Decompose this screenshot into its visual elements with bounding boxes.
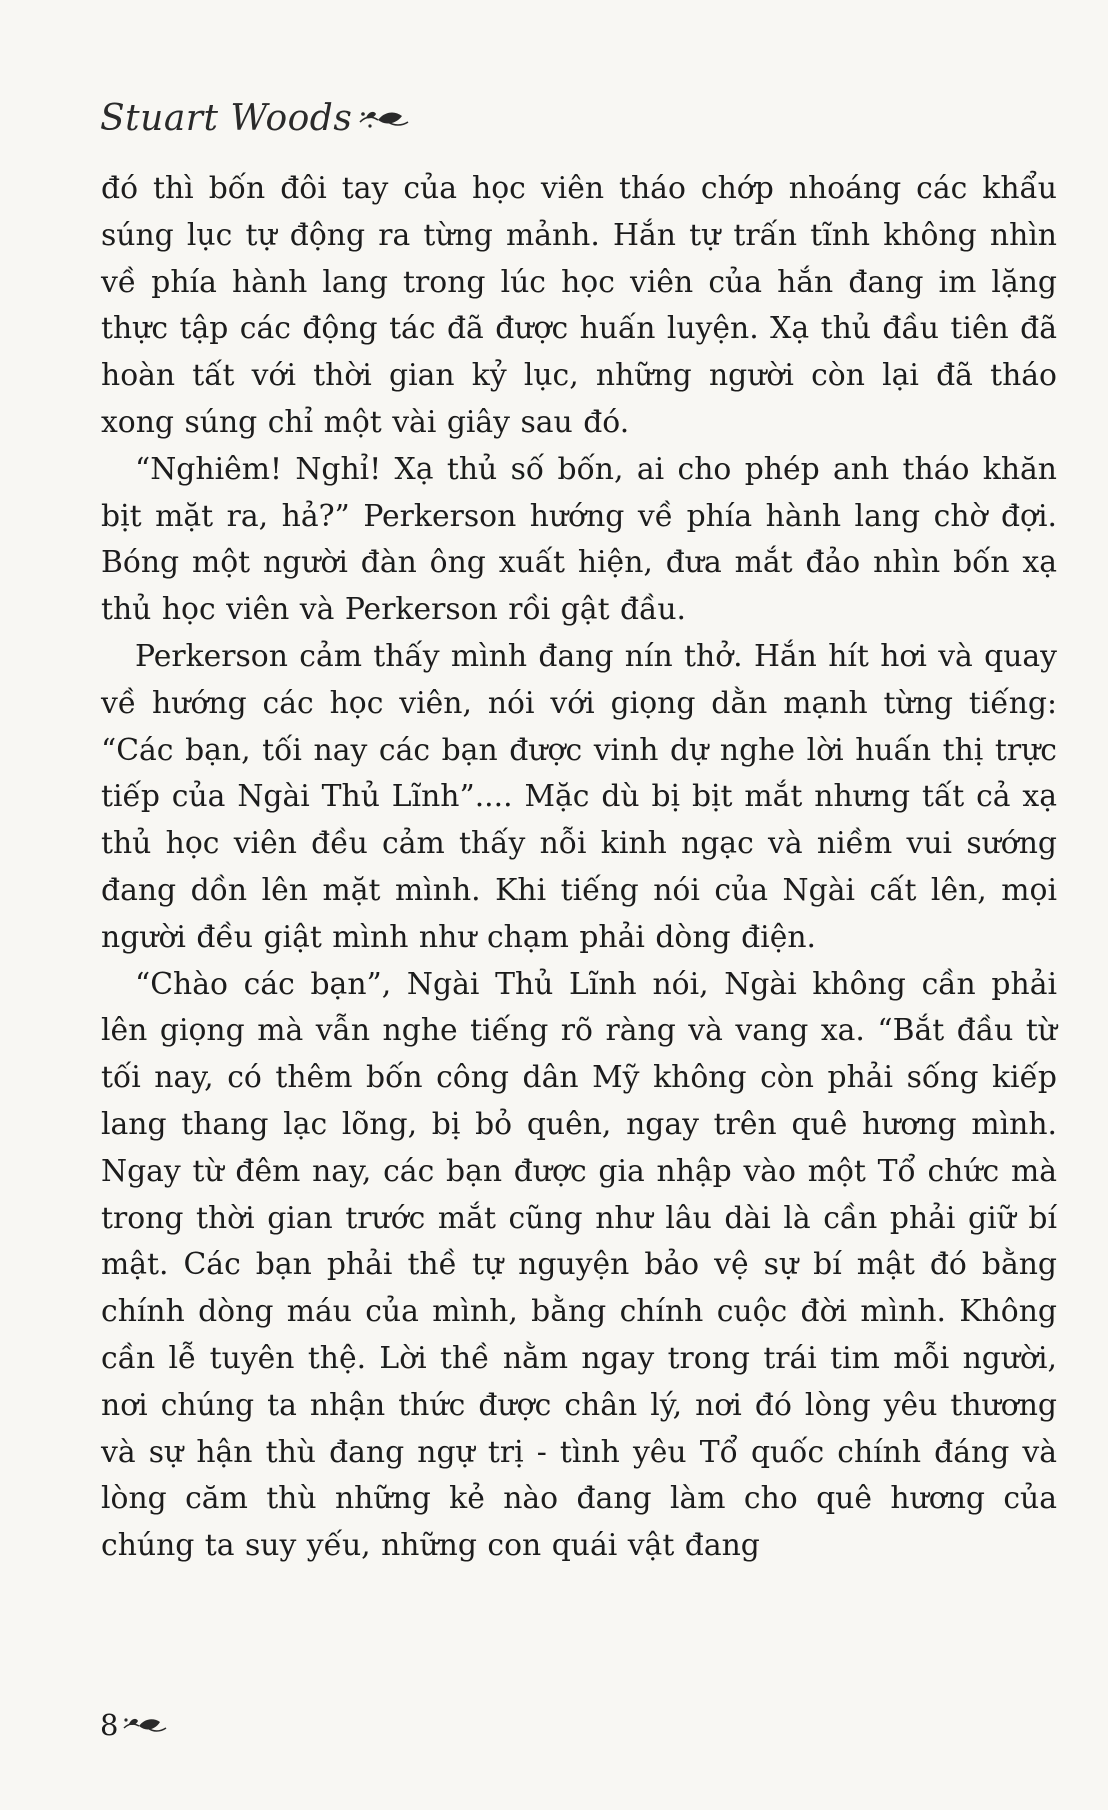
paragraph-3: Perkerson cảm thấy mình đang nín thở. Hắn hít hơi và quay về hướng các học viên, nói với giọng dằn mạnh từng tiếng: “Các bạn, tối nay các bạn được vinh dự nghe lời huấn thị trực tiếp của Ngài Thủ Lĩnh”.... Mặc dù bị bịt mắt nhưng tất cả xạ thủ học viên đều cảm thấy nỗi kinh ngạc và niềm vui sướng đang dồn lên mặt mình. Khi tiếng nói của Ngài cất lên, mọi người đều giật mình như chạm phải dòng điện. [101,638,1057,955]
body-text [101,166,1057,1570]
paragraph-4: “Chào các bạn”, Ngài Thủ Lĩnh nói, Ngài không cần phải lên giọng mà vẫn nghe tiếng rõ ràng và vang xa. “Bắt đầu từ tối nay, có thêm bốn công dân Mỹ không còn phải sống kiếp lang thang lạc lõng, bị bỏ quên, ngay trên quê hương mình. Ngay từ đêm nay, các bạn được gia nhập vào một Tổ chức mà trong thời gian trước mắt cũng như lâu dài là cần phải giữ bí mật. Các bạn phải thề tự nguyện bảo vệ sự bí mật đó bằng chính dòng máu của mình, bằng chính cuộc đời mình. Không cần lễ tuyên thệ. Lời thề nằm ngay trong trái tim mỗi người, nơi chúng ta nhận thức được chân lý, nơi đó lòng yêu thương và sự hận thù đang ngự trị - tình yêu Tổ quốc chính đáng và lòng căm thù những kẻ nào đang làm cho quê hương của chúng ta suy yếu, những con quái vật đang [101,966,1057,1564]
leaf-ornament-icon [122,1712,168,1738]
paragraph-1: đó thì bốn đôi tay của học viên tháo chớp nhoáng các khẩu súng lục tự động ra từng mảnh. Hắn tự trấn tĩnh không nhìn về phía hành lang trong lúc học viên của hắn đang im lặng thực tập các động tác đã được huấn luyện. Xạ thủ đầu tiên đã hoàn tất với thời gian kỷ lục, những người còn lại đã tháo xong súng chỉ một vài giây sau đó. [101,171,1057,440]
running-header [100,88,410,148]
author-name: Stuart Woods [100,97,353,139]
leaf-ornament-icon [358,104,410,132]
paragraph-2: “Nghiêm! Nghỉ! Xạ thủ số bốn, ai cho phép anh tháo khăn bịt mặt ra, hả?” Perkerson hướng về phía hành lang chờ đợi. Bóng một người đàn ông xuất hiện, đưa mắt đảo nhìn bốn xạ thủ học viên và Perkerson rồi gật đầu. [101,451,1057,628]
page-footer [100,1708,168,1742]
page-number: 8 [100,1708,119,1742]
